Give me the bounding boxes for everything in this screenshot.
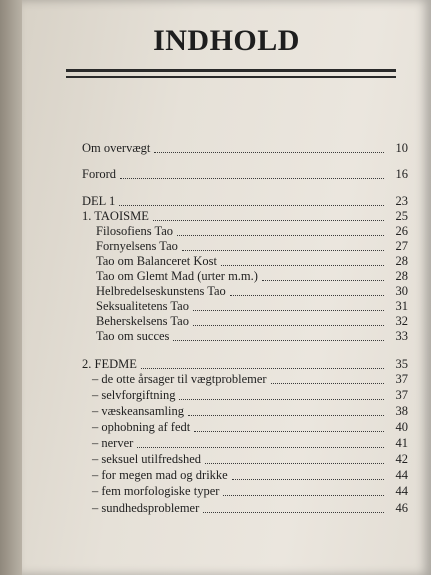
toc-leader-dots — [177, 235, 384, 236]
toc-leader-dots — [205, 463, 384, 464]
toc-entry — [96, 313, 408, 329]
toc-entry-label: – ophobning af fedt — [92, 420, 191, 434]
toc-entry — [92, 451, 408, 467]
toc-entry-label: – selvforgiftning — [92, 388, 176, 402]
toc-leader-dots — [153, 220, 384, 221]
toc-page-number: 35 — [395, 357, 408, 371]
toc-leader-dots — [221, 265, 384, 266]
toc-entry — [82, 208, 408, 224]
toc-entry — [92, 371, 408, 387]
toc-entry — [92, 435, 408, 451]
toc-page-number: 42 — [395, 452, 408, 466]
toc-entry-label: Tao om succes — [96, 329, 170, 343]
toc-page-number: 31 — [395, 299, 408, 313]
toc-leader-dots — [194, 431, 384, 432]
toc-entry-label: Om overvægt — [82, 141, 151, 155]
book-page — [22, 0, 431, 575]
toc-leader-dots — [203, 512, 384, 513]
toc-entry-label: Seksualitetens Tao — [96, 299, 189, 313]
toc-page-number: 33 — [395, 329, 408, 343]
toc-leader-dots — [193, 310, 384, 311]
toc-leader-dots — [232, 479, 384, 480]
toc-leader-dots — [230, 295, 384, 296]
toc-entry — [92, 467, 408, 483]
toc-leader-dots — [120, 178, 384, 179]
toc-page-number: 44 — [395, 468, 408, 482]
toc-leader-dots — [193, 325, 384, 326]
toc-page-number: 28 — [395, 254, 408, 268]
toc-entry-label: Beherskelsens Tao — [96, 314, 189, 328]
toc-page-number: 26 — [395, 224, 408, 238]
page-title: INDHOLD — [153, 24, 300, 57]
toc-leader-dots — [141, 368, 384, 369]
toc-entry-label: – seksuel utilfredshed — [92, 452, 202, 466]
toc-entry — [96, 268, 408, 284]
toc-entry-label: – sundhedsproblemer — [92, 501, 200, 515]
toc-page-number: 10 — [395, 141, 408, 155]
title-rule-thick — [66, 69, 396, 72]
toc-page-number: 37 — [395, 388, 408, 402]
toc-leader-dots — [119, 205, 384, 206]
toc-entry — [96, 328, 408, 344]
toc-entry — [92, 403, 408, 419]
toc-entry — [82, 193, 408, 209]
title-rule-thin — [66, 76, 396, 78]
toc-entry — [82, 356, 408, 372]
toc-leader-dots — [179, 399, 384, 400]
toc-entry-label: Helbredelseskunstens Tao — [96, 284, 226, 298]
toc-entry — [92, 387, 408, 403]
toc-entry — [96, 283, 408, 299]
toc-entry-label: – for megen mad og drikke — [92, 468, 228, 482]
toc-page-number: 44 — [395, 484, 408, 498]
toc-entry-label: – de otte årsager til vægtproblemer — [92, 372, 267, 386]
toc-entry-label: Forord — [82, 167, 117, 181]
toc-page-number: 23 — [395, 194, 408, 208]
toc-entry-label: Fornyelsens Tao — [96, 239, 178, 253]
toc-entry-label: 1. TAOISME — [82, 209, 149, 223]
toc-leader-dots — [223, 495, 384, 496]
toc-entry — [92, 500, 408, 516]
toc-entry — [82, 166, 408, 182]
toc-entry — [96, 223, 408, 239]
toc-leader-dots — [188, 415, 384, 416]
toc-leader-dots — [182, 250, 384, 251]
toc-page-number: 30 — [395, 284, 408, 298]
toc-leader-dots — [271, 383, 384, 384]
toc-entry-label: Tao om Balanceret Kost — [96, 254, 217, 268]
toc-page-number: 38 — [395, 404, 408, 418]
toc-entry-label: Tao om Glemt Mad (urter m.m.) — [96, 269, 258, 283]
toc-leader-dots — [154, 152, 384, 153]
toc-entry — [96, 253, 408, 269]
toc-entry-label: – fem morfologiske typer — [92, 484, 220, 498]
toc-entry — [92, 483, 408, 499]
toc-page-number: 32 — [395, 314, 408, 328]
toc-entry — [82, 140, 408, 156]
toc-entry — [92, 419, 408, 435]
toc-page-number: 41 — [395, 436, 408, 450]
toc-page-number: 25 — [395, 209, 408, 223]
toc-page-number: 27 — [395, 239, 408, 253]
toc-entry — [96, 298, 408, 314]
toc-leader-dots — [173, 340, 384, 341]
toc-entry-label: DEL 1 — [82, 194, 116, 208]
toc-leader-dots — [137, 447, 384, 448]
book-spine-shadow — [0, 0, 22, 575]
toc-entry — [96, 238, 408, 254]
toc-page-number: 16 — [395, 167, 408, 181]
toc-page-number: 40 — [395, 420, 408, 434]
toc-page-number: 46 — [395, 501, 408, 515]
toc-entry-label: 2. FEDME — [82, 357, 137, 371]
toc-leader-dots — [262, 280, 384, 281]
toc-page-number: 37 — [395, 372, 408, 386]
toc-entry-label: – væskeansamling — [92, 404, 185, 418]
toc-entry-label: – nerver — [92, 436, 134, 450]
toc-entry-label: Filosofiens Tao — [96, 224, 174, 238]
toc-page-number: 28 — [395, 269, 408, 283]
